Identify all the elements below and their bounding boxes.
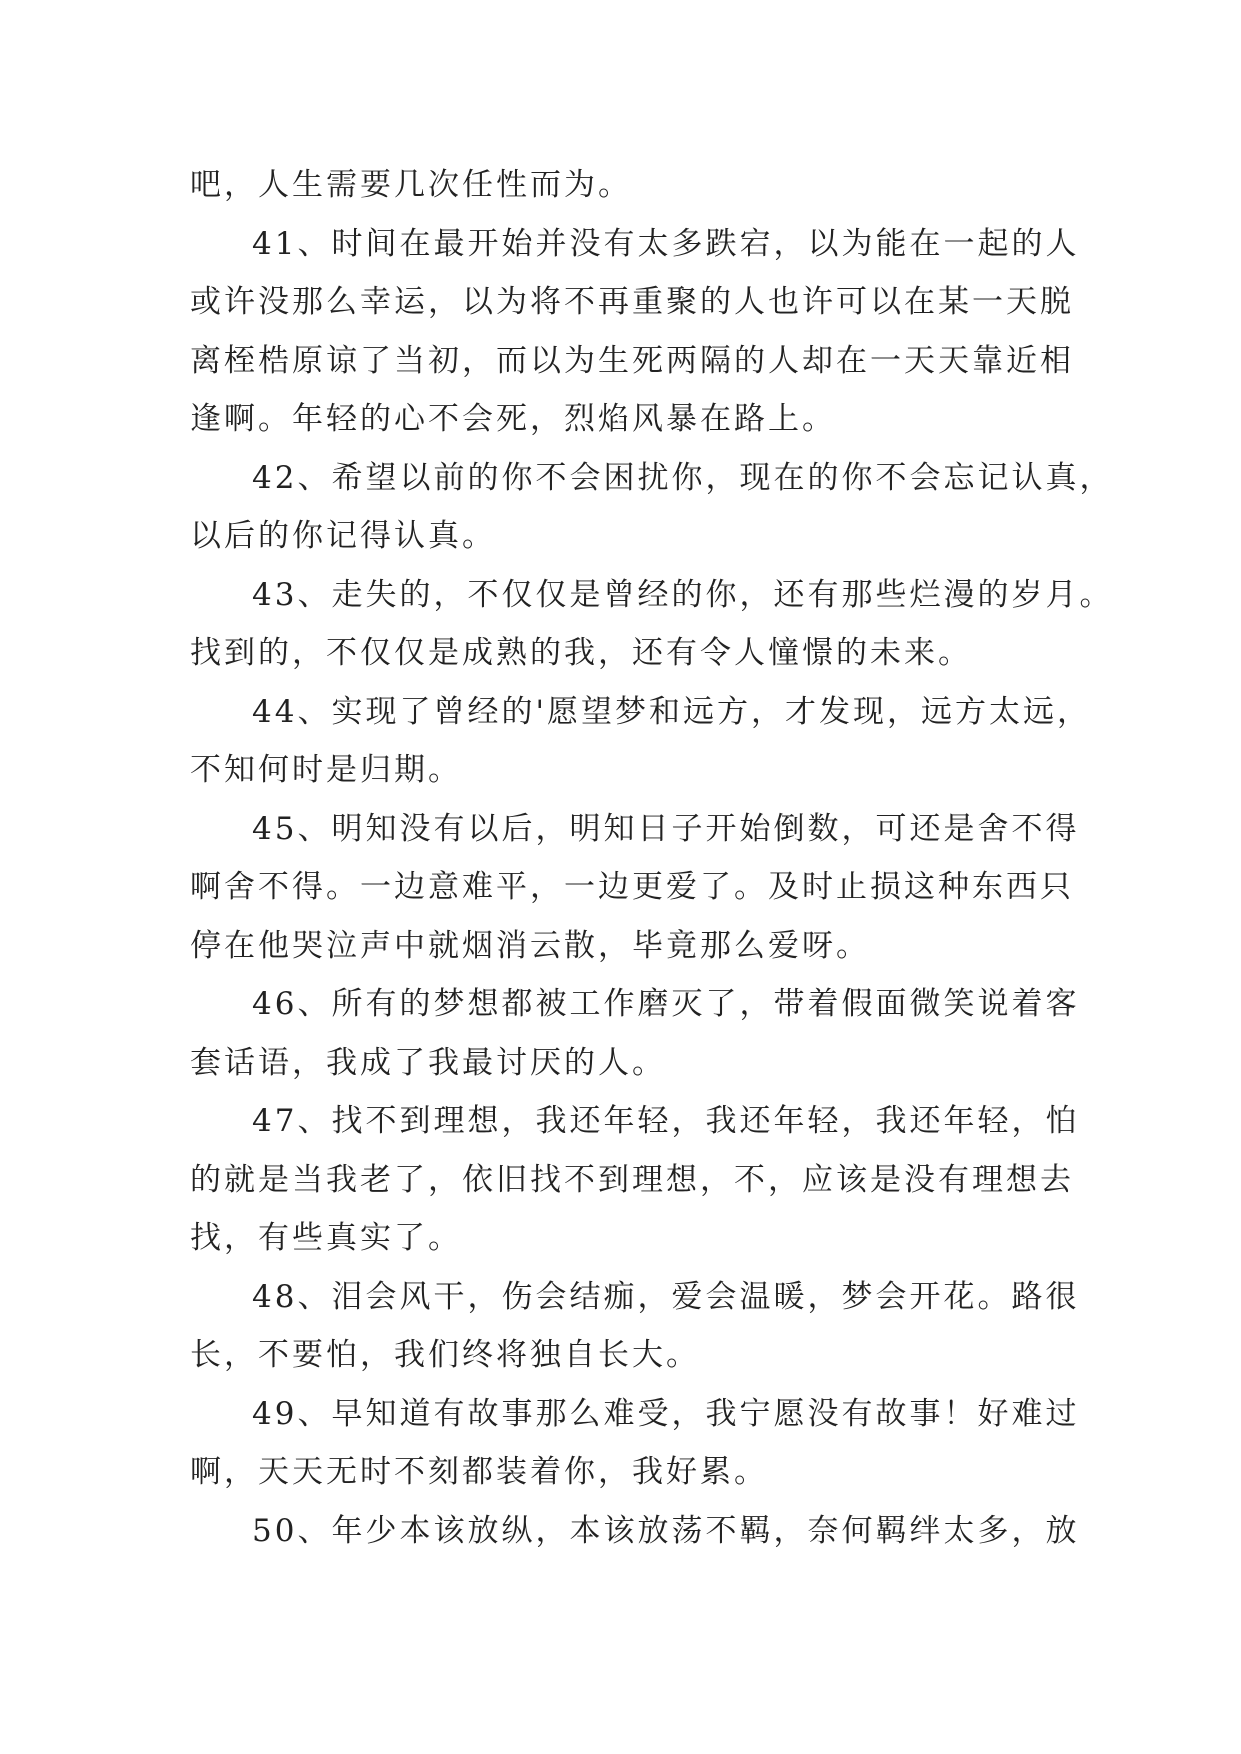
text-line: 或许没那么幸运，以为将不再重聚的人也许可以在某一天脱 <box>190 284 1074 320</box>
text-line: 找到的，不仅仅是成熟的我，还有令人憧憬的未来。 <box>190 635 972 671</box>
text-line: 离桎梏原谅了当初，而以为生死两隔的人却在一天天靠近相 <box>190 342 1074 379</box>
text-line: 啊，天天无时不刻都装着你，我好累。 <box>190 1454 768 1490</box>
paragraph-48-line-1: 48、泪会风干，伤会结痂，爱会温暖，梦会开花。路很 <box>252 1278 1080 1315</box>
text-line: 逢啊。年轻的心不会死，烈焰风暴在路上。 <box>190 401 836 437</box>
text-line: 的就是当我老了，依旧找不到理想，不，应该是没有理想去 <box>190 1161 1074 1198</box>
text-line: 套话语，我成了我最讨厌的人。 <box>190 1044 666 1081</box>
paragraph-42-line-1: 42、希望以前的你不会困扰你，现在的你不会忘记认真， <box>252 459 1114 496</box>
text-line: 啊舍不得。一边意难平，一边更爱了。及时止损这种东西只 <box>190 869 1074 905</box>
text-line: 找，有些真实了。 <box>190 1220 462 1256</box>
paragraph-41-line-1: 41、时间在最开始并没有太多跌宕，以为能在一起的人 <box>252 225 1080 262</box>
text-line: 以后的你记得认真。 <box>190 518 496 554</box>
paragraph-49-line-1: 49、早知道有故事那么难受，我宁愿没有故事！好难过 <box>252 1395 1080 1432</box>
paragraph-45-line-1: 45、明知没有以后，明知日子开始倒数，可还是舍不得 <box>252 810 1080 847</box>
paragraph-43-line-1: 43、走失的，不仅仅是曾经的你，还有那些烂漫的岁月。 <box>252 576 1114 613</box>
paragraph-47-line-1: 47、找不到理想，我还年轻，我还年轻，我还年轻，怕 <box>252 1103 1080 1139</box>
paragraph-50-line-1: 50、年少本该放纵，本该放荡不羁，奈何羁绊太多，放 <box>252 1512 1080 1549</box>
paragraph-44-line-1: 44、实现了曾经的'愿望梦和远方，才发现，远方太远， <box>252 693 1091 730</box>
text-line: 吧，人生需要几次任性而为。 <box>190 167 632 203</box>
text-line: 停在他哭泣声中就烟消云散，毕竟那么爱呀。 <box>190 927 870 964</box>
document-body <box>190 156 1114 1560</box>
text-line: 不知何时是归期。 <box>190 752 462 788</box>
text-line: 长，不要怕，我们终将独自长大。 <box>190 1337 700 1373</box>
paragraph-46-line-1: 46、所有的梦想都被工作磨灭了，带着假面微笑说着客 <box>252 986 1080 1022</box>
